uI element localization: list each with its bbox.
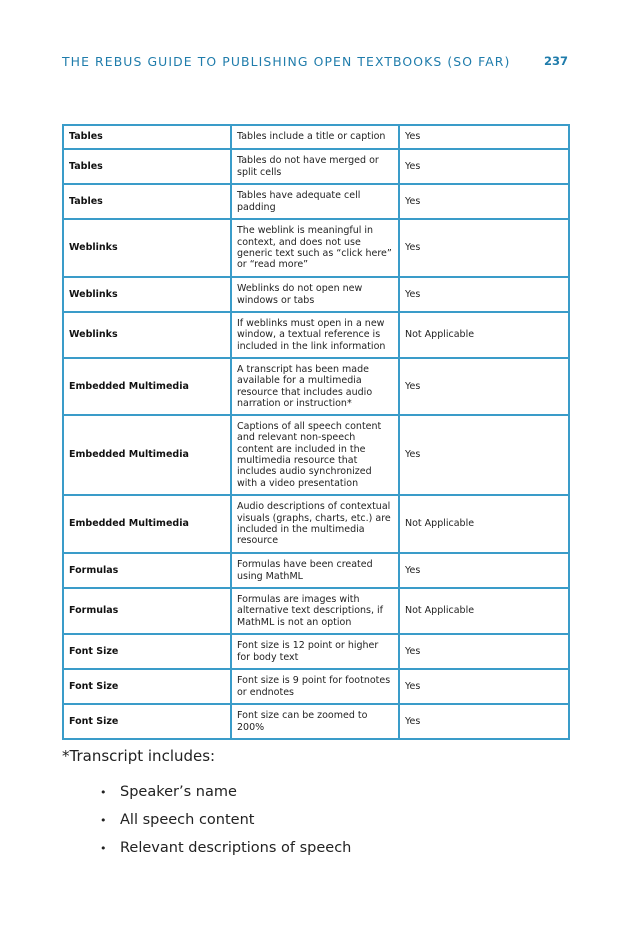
criterion-cell: A transcript has been made available for a multimedia resource that includes audio narration or instruction*: [231, 358, 399, 415]
criterion-cell: Formulas have been created using MathML: [231, 553, 399, 588]
table-row: [63, 149, 569, 184]
category-cell: Embedded Multimedia: [63, 358, 231, 415]
category-cell: Font Size: [63, 634, 231, 669]
table-row: [63, 125, 569, 149]
status-cell: Yes: [399, 149, 569, 184]
list-item-text: Relevant descriptions of speech: [120, 840, 352, 856]
criterion-cell: Tables include a title or caption: [231, 125, 399, 149]
list-item-text: All speech content: [120, 812, 255, 828]
criterion-cell: Audio descriptions of contextual visuals (graphs, charts, etc.) are included in the multimedia resource: [231, 495, 399, 553]
accessibility-checklist-table: [62, 124, 570, 740]
status-cell: Not Applicable: [399, 312, 569, 358]
category-cell: Tables: [63, 125, 231, 149]
status-cell: Yes: [399, 634, 569, 669]
status-cell: Yes: [399, 184, 569, 219]
table-row: [63, 312, 569, 358]
criterion-cell: Tables do not have merged or split cells: [231, 149, 399, 184]
transcript-requirements-list: [100, 782, 351, 866]
table-row: [63, 495, 569, 553]
list-item: [100, 782, 351, 810]
page-number: 237: [543, 54, 568, 68]
status-cell: Yes: [399, 277, 569, 312]
table-row: [63, 358, 569, 415]
table-row: [63, 669, 569, 704]
status-cell: Yes: [399, 704, 569, 739]
running-header: [62, 54, 568, 72]
criterion-cell: Font size can be zoomed to 200%: [231, 704, 399, 739]
list-item: [100, 810, 351, 838]
category-cell: Font Size: [63, 704, 231, 739]
category-cell: Tables: [63, 184, 231, 219]
status-cell: Yes: [399, 219, 569, 277]
category-cell: Embedded Multimedia: [63, 495, 231, 553]
table-row: [63, 588, 569, 634]
status-cell: Yes: [399, 669, 569, 704]
criterion-cell: Formulas are images with alternative text descriptions, if MathML is not an option: [231, 588, 399, 634]
status-cell: Not Applicable: [399, 495, 569, 553]
status-cell: Not Applicable: [399, 588, 569, 634]
criterion-cell: Font size is 9 point for footnotes or endnotes: [231, 669, 399, 704]
category-cell: Tables: [63, 149, 231, 184]
category-cell: Font Size: [63, 669, 231, 704]
category-cell: Weblinks: [63, 219, 231, 277]
category-cell: Weblinks: [63, 312, 231, 358]
criterion-cell: Captions of all speech content and relevant non-speech content are included in the multimedia resource that includes audio synchronized with a video presentation: [231, 415, 399, 495]
criterion-cell: Weblinks do not open new windows or tabs: [231, 277, 399, 312]
table-row: [63, 415, 569, 495]
table-row: [63, 634, 569, 669]
criterion-cell: The weblink is meaningful in context, and does not use generic text such as “click here” or “read more”: [231, 219, 399, 277]
criterion-cell: Tables have adequate cell padding: [231, 184, 399, 219]
status-cell: Yes: [399, 553, 569, 588]
table-row: [63, 219, 569, 277]
criterion-cell: Font size is 12 point or higher for body text: [231, 634, 399, 669]
book-title: THE REBUS GUIDE TO PUBLISHING OPEN TEXTBOOKS (SO FAR): [62, 54, 511, 69]
status-cell: Yes: [399, 415, 569, 495]
bullet-icon: •: [100, 786, 107, 799]
status-cell: Yes: [399, 358, 569, 415]
list-item-text: Speaker’s name: [120, 784, 237, 800]
criterion-cell: If weblinks must open in a new window, a textual reference is included in the link information: [231, 312, 399, 358]
table-row: [63, 277, 569, 312]
footnote-heading: *Transcript includes:: [62, 747, 216, 765]
table-row: [63, 704, 569, 739]
category-cell: Weblinks: [63, 277, 231, 312]
category-cell: Embedded Multimedia: [63, 415, 231, 495]
category-cell: Formulas: [63, 553, 231, 588]
table-row: [63, 553, 569, 588]
bullet-icon: •: [100, 814, 107, 827]
category-cell: Formulas: [63, 588, 231, 634]
list-item: [100, 838, 351, 866]
bullet-icon: •: [100, 842, 107, 855]
status-cell: Yes: [399, 125, 569, 149]
table-row: [63, 184, 569, 219]
